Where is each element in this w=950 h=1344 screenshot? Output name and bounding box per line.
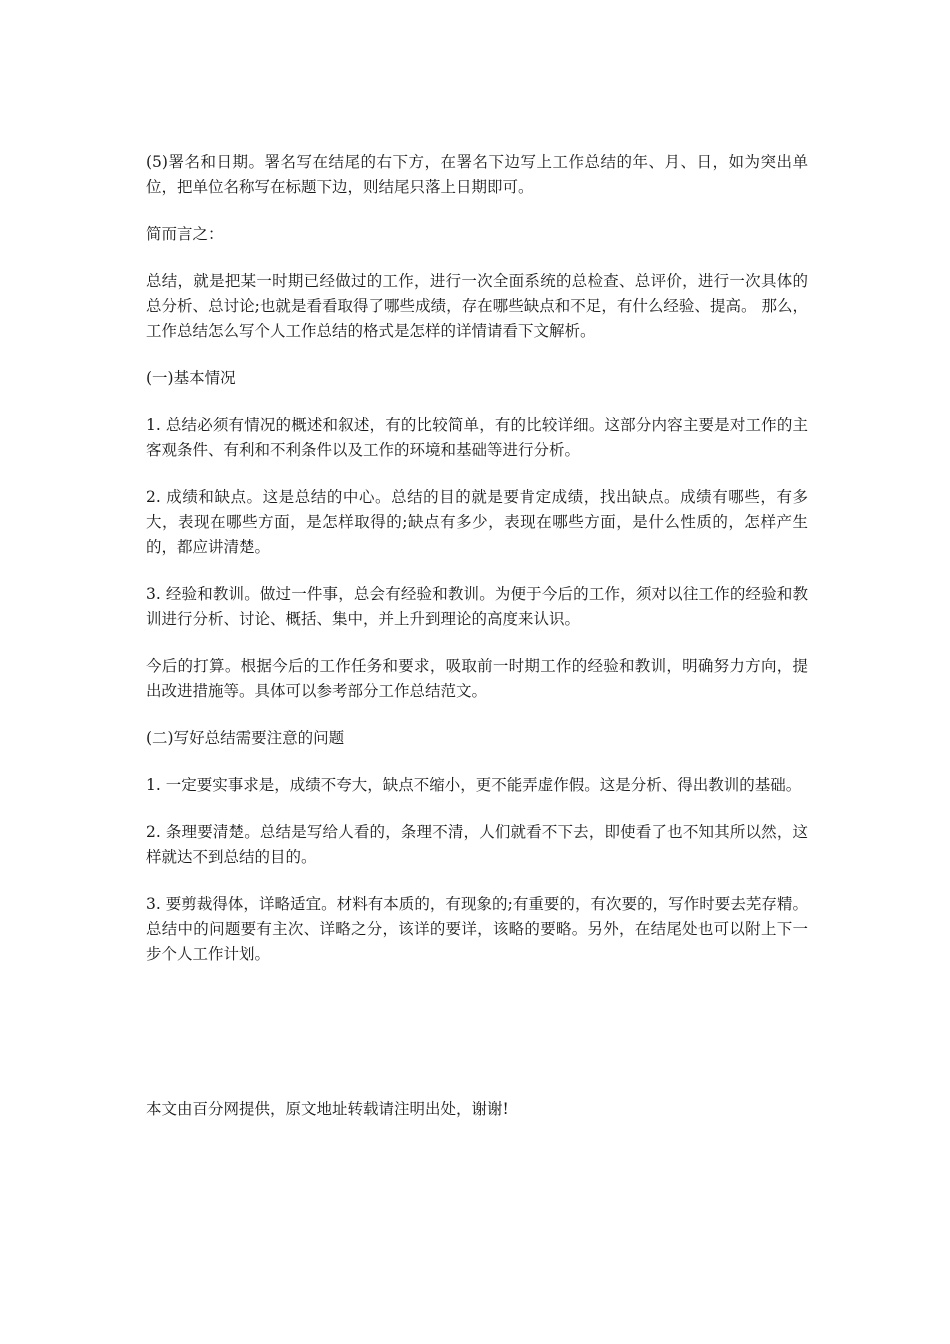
paragraph-note-1: 1. 一定要实事求是，成绩不夸大，缺点不缩小，更不能弄虚作假。这是分析、得出教训的基础。 [146,776,802,794]
paragraph-overview: 1. 总结必须有情况的概述和叙述，有的比较简单，有的比较详细。这部分内容主要是对工作的主客观条件、有利和不利条件以及工作的环境和基础等进行分析。 [146,416,808,459]
source-footer: 本文由百分网提供，原文地址转载请注明出处，谢谢! [146,1100,509,1118]
heading-notes: (二)写好总结需要注意的问题 [146,729,345,747]
paragraph-definition: 总结，就是把某一时期已经做过的工作，进行一次全面系统的总检查、总评价，进行一次具体的总分析、总讨论;也就是看看取得了哪些成绩，存在哪些缺点和不足，有什么经验、提高。 那么，工作总结怎么写个人工作总结的格式是怎样的详情请看下文解析。 [146,272,808,340]
heading-basic-situation: (一)基本情况 [146,369,236,387]
paragraph-signature-date: (5)署名和日期。署名写在结尾的右下方，在署名下边写上工作总结的年、月、日，如为突出单位，把单位名称写在标题下边，则结尾只落上日期即可。 [146,153,808,196]
paragraph-achievements: 2. 成绩和缺点。这是总结的中心。总结的目的就是要肯定成绩，找出缺点。成绩有哪些，有多大，表现在哪些方面，是怎样取得的;缺点有多少，表现在哪些方面，是什么性质的，怎样产生的，都应讲清楚。 [146,488,808,556]
paragraph-in-short: 简而言之： [146,225,224,243]
paragraph-lessons: 3. 经验和教训。做过一件事，总会有经验和教训。为便于今后的工作，须对以往工作的经验和教训进行分析、讨论、概括、集中，并上升到理论的高度来认识。 [146,585,808,628]
document-body [146,150,808,989]
paragraph-future-plans: 今后的打算。根据今后的工作任务和要求，吸取前一时期工作的经验和教训，明确努力方向，提出改进措施等。具体可以参考部分工作总结范文。 [146,657,808,700]
paragraph-note-2: 2. 条理要清楚。总结是写给人看的，条理不清，人们就看不下去，即使看了也不知其所以然，这样就达不到总结的目的。 [146,823,808,866]
paragraph-note-3: 3. 要剪裁得体，详略适宜。材料有本质的，有现象的;有重要的，有次要的，写作时要去芜存精。总结中的问题要有主次、详略之分，该详的要详，该略的要略。另外，在结尾处也可以附上下一步个人工作计划。 [146,895,808,963]
